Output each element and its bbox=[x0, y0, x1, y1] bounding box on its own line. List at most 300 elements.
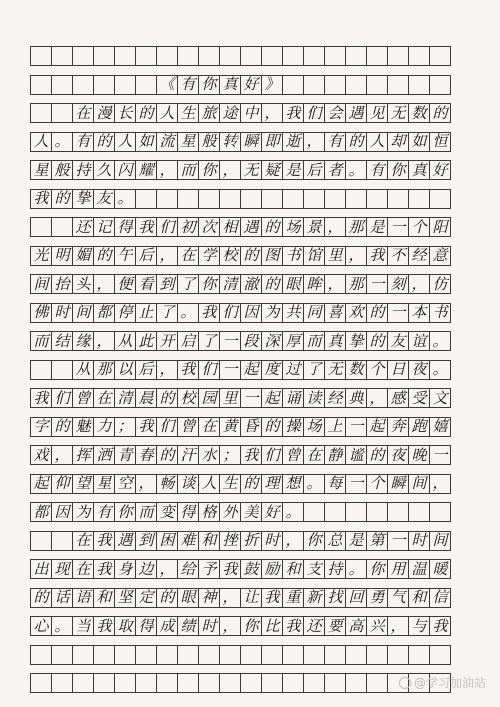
grid-cell: 的 bbox=[156, 388, 178, 408]
grid-cell: 因 bbox=[240, 303, 262, 323]
grid-cell bbox=[282, 46, 304, 66]
grid-row bbox=[30, 160, 470, 180]
grid-cell: 真 bbox=[408, 160, 430, 180]
grid-cell: 清 bbox=[219, 274, 241, 294]
grid-cell: 深 bbox=[261, 331, 283, 351]
grid-row bbox=[30, 103, 470, 123]
grid-cell bbox=[177, 189, 199, 209]
grid-cell: 遇 bbox=[345, 103, 367, 123]
grid-cell: 的 bbox=[366, 331, 388, 351]
grid-cell: 一 bbox=[219, 331, 241, 351]
grid-cell bbox=[135, 75, 157, 95]
grid-cell: 。 bbox=[429, 360, 451, 380]
grid-cell: 挚 bbox=[72, 189, 94, 209]
grid-cell: 比 bbox=[261, 616, 283, 636]
grid-cell: 戏 bbox=[30, 445, 52, 465]
grid-cell: 。 bbox=[114, 189, 136, 209]
grid-cell: 即 bbox=[261, 132, 283, 152]
grid-cell: 上 bbox=[324, 417, 346, 437]
grid-cell: 与 bbox=[408, 616, 430, 636]
grid-cell: 却 bbox=[387, 132, 409, 152]
grid-row bbox=[30, 474, 470, 494]
grid-cell: 刻 bbox=[387, 274, 409, 294]
grid-cell: 的 bbox=[51, 189, 73, 209]
grid-cell: 每 bbox=[324, 474, 346, 494]
grid-cell: 无 bbox=[387, 103, 409, 123]
grid-cell: 共 bbox=[282, 303, 304, 323]
grid-cell: 个 bbox=[366, 474, 388, 494]
grid-cell: 不 bbox=[387, 246, 409, 266]
grid-cell: 书 bbox=[282, 246, 304, 266]
grid-cell bbox=[324, 189, 346, 209]
grid-cell: 间 bbox=[72, 303, 94, 323]
grid-cell: 漫 bbox=[93, 103, 115, 123]
grid-cell: 我 bbox=[93, 531, 115, 551]
grid-cell: 一 bbox=[240, 388, 262, 408]
grid-cell: 次 bbox=[198, 217, 220, 237]
grid-cell: 眼 bbox=[282, 274, 304, 294]
grid-cell: ， bbox=[93, 331, 115, 351]
grid-cell: 里 bbox=[219, 388, 241, 408]
grid-cell: 受 bbox=[408, 388, 430, 408]
grid-cell bbox=[240, 46, 262, 66]
grid-cell: 澈 bbox=[240, 274, 262, 294]
grid-row bbox=[30, 588, 470, 608]
grid-cell: 挫 bbox=[219, 531, 241, 551]
grid-row bbox=[30, 189, 470, 209]
grid-cell: 以 bbox=[114, 360, 136, 380]
grid-cell bbox=[408, 502, 430, 522]
grid-cell: 和 bbox=[93, 588, 115, 608]
grid-cell bbox=[177, 673, 199, 693]
grid-cell bbox=[93, 673, 115, 693]
grid-cell: 有 bbox=[366, 160, 388, 180]
grid-cell: 绩 bbox=[177, 616, 199, 636]
grid-cell bbox=[429, 502, 451, 522]
grid-cell: 有 bbox=[177, 75, 199, 95]
grid-cell: 个 bbox=[366, 360, 388, 380]
grid-cell: 久 bbox=[93, 160, 115, 180]
grid-cell: 我 bbox=[135, 217, 157, 237]
grid-cell: ， bbox=[324, 274, 346, 294]
grid-cell: 还 bbox=[303, 616, 325, 636]
grid-cell: 结 bbox=[51, 331, 73, 351]
grid-cell bbox=[51, 360, 73, 380]
grid-cell: 我 bbox=[240, 445, 262, 465]
grid-row bbox=[30, 388, 470, 408]
grid-cell: 水 bbox=[198, 445, 220, 465]
grid-cell: 是 bbox=[282, 160, 304, 180]
grid-cell: 们 bbox=[219, 303, 241, 323]
grid-cell: 我 bbox=[93, 616, 115, 636]
grid-cell: 谊 bbox=[408, 331, 430, 351]
grid-cell: 的 bbox=[261, 417, 283, 437]
grid-cell: 校 bbox=[177, 388, 199, 408]
grid-cell: ， bbox=[135, 474, 157, 494]
grid-cell: 生 bbox=[177, 103, 199, 123]
grid-cell: 间 bbox=[30, 274, 52, 294]
grid-cell: 跑 bbox=[408, 417, 430, 437]
grid-cell: ， bbox=[156, 246, 178, 266]
grid-cell: 汗 bbox=[177, 445, 199, 465]
grid-cell: 诵 bbox=[282, 388, 304, 408]
grid-cell: 有 bbox=[93, 502, 115, 522]
grid-cell bbox=[324, 645, 346, 665]
grid-cell: 无 bbox=[240, 160, 262, 180]
grid-cell bbox=[282, 189, 304, 209]
grid-cell bbox=[345, 502, 367, 522]
grid-cell: 从 bbox=[114, 331, 136, 351]
grid-cell: 畅 bbox=[156, 474, 178, 494]
grid-cell: 学 bbox=[198, 246, 220, 266]
grid-cell: 心 bbox=[30, 616, 52, 636]
grid-cell: 个 bbox=[408, 217, 430, 237]
grid-cell bbox=[324, 673, 346, 693]
grid-cell: 景 bbox=[303, 217, 325, 237]
grid-cell: 佛 bbox=[30, 303, 52, 323]
grid-cell: 的 bbox=[366, 445, 388, 465]
grid-cell: 耀 bbox=[135, 160, 157, 180]
grid-cell: 闪 bbox=[114, 160, 136, 180]
grid-cell: 而 bbox=[177, 160, 199, 180]
grid-cell: 起 bbox=[30, 474, 52, 494]
grid-cell: 鼓 bbox=[240, 559, 262, 579]
grid-cell: 你 bbox=[240, 616, 262, 636]
grid-cell bbox=[30, 75, 52, 95]
grid-cell bbox=[135, 673, 157, 693]
grid-cell: 的 bbox=[240, 246, 262, 266]
grid-cell: 青 bbox=[114, 445, 136, 465]
grid-cell: 静 bbox=[324, 445, 346, 465]
grid-cell bbox=[303, 673, 325, 693]
grid-cell bbox=[72, 673, 94, 693]
grid-cell bbox=[156, 673, 178, 693]
grid-row bbox=[30, 645, 470, 665]
grid-cell: 的 bbox=[429, 103, 451, 123]
grid-cell: 在 bbox=[93, 388, 115, 408]
grid-cell: 途 bbox=[219, 103, 241, 123]
grid-cell bbox=[324, 46, 346, 66]
grid-cell: 此 bbox=[135, 331, 157, 351]
grid-cell: 停 bbox=[114, 303, 136, 323]
grid-row bbox=[30, 417, 470, 437]
grid-cell: 挥 bbox=[72, 445, 94, 465]
grid-cell: 同 bbox=[303, 303, 325, 323]
grid-cell: 。 bbox=[177, 303, 199, 323]
grid-cell bbox=[366, 502, 388, 522]
grid-cell: 眼 bbox=[177, 588, 199, 608]
grid-cell bbox=[366, 189, 388, 209]
grid-cell: 在 bbox=[72, 531, 94, 551]
grid-cell: ， bbox=[366, 388, 388, 408]
grid-cell: 曾 bbox=[72, 388, 94, 408]
grid-cell: 我 bbox=[93, 559, 115, 579]
grid-cell bbox=[72, 46, 94, 66]
grid-cell: 转 bbox=[219, 132, 241, 152]
grid-cell: 想 bbox=[282, 474, 304, 494]
grid-cell: 头 bbox=[72, 274, 94, 294]
grid-cell: 找 bbox=[324, 588, 346, 608]
grid-cell: 。 bbox=[345, 160, 367, 180]
grid-cell: 我 bbox=[282, 103, 304, 123]
grid-cell bbox=[261, 645, 283, 665]
grid-cell bbox=[219, 645, 241, 665]
grid-cell bbox=[30, 645, 52, 665]
grid-cell bbox=[240, 645, 262, 665]
grid-cell bbox=[72, 645, 94, 665]
grid-cell: 暖 bbox=[429, 559, 451, 579]
grid-cell: ， bbox=[219, 588, 241, 608]
grid-cell: 在 bbox=[177, 246, 199, 266]
grid-cell: 励 bbox=[261, 559, 283, 579]
grid-cell: 勇 bbox=[366, 588, 388, 608]
grid-row bbox=[30, 303, 470, 323]
grid-cell bbox=[51, 217, 73, 237]
grid-cell: 旅 bbox=[198, 103, 220, 123]
grid-cell: 遇 bbox=[114, 531, 136, 551]
grid-row bbox=[30, 531, 470, 551]
grid-cell: 者 bbox=[324, 160, 346, 180]
grid-cell: 们 bbox=[156, 217, 178, 237]
grid-cell: 起 bbox=[240, 360, 262, 380]
grid-cell: 数 bbox=[345, 360, 367, 380]
grid-cell: 读 bbox=[303, 388, 325, 408]
grid-cell: ， bbox=[51, 445, 73, 465]
grid-cell bbox=[303, 75, 325, 95]
grid-cell bbox=[408, 189, 430, 209]
grid-cell: 得 bbox=[177, 502, 199, 522]
grid-cell: 都 bbox=[30, 502, 52, 522]
grid-cell bbox=[282, 645, 304, 665]
grid-row bbox=[30, 502, 470, 522]
grid-cell: 。 bbox=[345, 559, 367, 579]
grid-cell bbox=[387, 46, 409, 66]
grid-cell bbox=[198, 46, 220, 66]
grid-cell: 文 bbox=[429, 388, 451, 408]
grid-cell: 春 bbox=[135, 445, 157, 465]
grid-cell: 逝 bbox=[282, 132, 304, 152]
grid-cell: 和 bbox=[408, 588, 430, 608]
grid-cell: 得 bbox=[135, 616, 157, 636]
grid-cell: 第 bbox=[366, 531, 388, 551]
grid-cell: 黄 bbox=[219, 417, 241, 437]
grid-cell: 的 bbox=[93, 246, 115, 266]
grid-cell: 在 bbox=[303, 445, 325, 465]
grid-cell: 人 bbox=[156, 103, 178, 123]
grid-cell: 奔 bbox=[387, 417, 409, 437]
grid-cell: 般 bbox=[51, 160, 73, 180]
grid-cell: 人 bbox=[366, 132, 388, 152]
grid-cell: 话 bbox=[51, 588, 73, 608]
grid-cell: 我 bbox=[177, 360, 199, 380]
grid-cell: 总 bbox=[324, 531, 346, 551]
grid-cell: 夜 bbox=[408, 360, 430, 380]
grid-cell: 而 bbox=[303, 331, 325, 351]
grid-cell: 中 bbox=[240, 103, 262, 123]
grid-cell bbox=[324, 502, 346, 522]
grid-cell bbox=[303, 189, 325, 209]
grid-cell: 一 bbox=[387, 217, 409, 237]
grid-cell: 人 bbox=[114, 132, 136, 152]
grid-cell: 阳 bbox=[429, 217, 451, 237]
grid-cell: ， bbox=[408, 274, 430, 294]
grid-cell bbox=[408, 645, 430, 665]
grid-cell: 友 bbox=[93, 189, 115, 209]
grid-cell: 有 bbox=[72, 132, 94, 152]
grid-cell: 了 bbox=[198, 331, 220, 351]
grid-cell bbox=[366, 75, 388, 95]
grid-row bbox=[30, 217, 470, 237]
grid-cell: 字 bbox=[30, 417, 52, 437]
grid-cell: ， bbox=[93, 274, 115, 294]
grid-cell: 人 bbox=[30, 132, 52, 152]
grid-cell bbox=[261, 46, 283, 66]
grid-cell: 为 bbox=[72, 502, 94, 522]
grid-cell bbox=[114, 75, 136, 95]
grid-cell: 予 bbox=[198, 559, 220, 579]
grid-cell bbox=[429, 75, 451, 95]
grid-cell: 力 bbox=[93, 417, 115, 437]
grid-cell: 新 bbox=[303, 588, 325, 608]
grid-cell: 神 bbox=[198, 588, 220, 608]
grid-cell bbox=[345, 673, 367, 693]
grid-cell bbox=[345, 75, 367, 95]
grid-cell: 兴 bbox=[366, 616, 388, 636]
grid-cell: 和 bbox=[198, 531, 220, 551]
grid-cell bbox=[114, 46, 136, 66]
grid-cell bbox=[408, 46, 430, 66]
grid-row bbox=[30, 360, 470, 380]
grid-cell: 用 bbox=[387, 559, 409, 579]
grid-cell: 曾 bbox=[177, 417, 199, 437]
grid-cell: 校 bbox=[219, 246, 241, 266]
grid-cell: 了 bbox=[156, 303, 178, 323]
grid-cell bbox=[51, 103, 73, 123]
grid-cell bbox=[303, 502, 325, 522]
grid-cell: 在 bbox=[198, 417, 220, 437]
grid-cell: 有 bbox=[324, 132, 346, 152]
grid-cell: 们 bbox=[51, 388, 73, 408]
grid-cell: 一 bbox=[219, 360, 241, 380]
grid-cell: 意 bbox=[429, 246, 451, 266]
grid-cell: 间 bbox=[429, 531, 451, 551]
grid-cell: 》 bbox=[261, 75, 283, 95]
grid-cell: 我 bbox=[366, 246, 388, 266]
grid-cell: 要 bbox=[324, 616, 346, 636]
grid-cell bbox=[366, 673, 388, 693]
grid-cell: 书 bbox=[429, 303, 451, 323]
grid-cell: ； bbox=[114, 417, 136, 437]
grid-cell: 的 bbox=[156, 588, 178, 608]
grid-cell: 恒 bbox=[429, 132, 451, 152]
grid-cell: 难 bbox=[177, 531, 199, 551]
grid-cell: 本 bbox=[408, 303, 430, 323]
grid-cell bbox=[135, 189, 157, 209]
grid-cell: 都 bbox=[93, 303, 115, 323]
grid-cell: 星 bbox=[93, 474, 115, 494]
grid-cell: 的 bbox=[93, 132, 115, 152]
grid-cell: 过 bbox=[282, 360, 304, 380]
grid-cell: 图 bbox=[261, 246, 283, 266]
grid-cell: 支 bbox=[303, 559, 325, 579]
grid-cell: 困 bbox=[156, 531, 178, 551]
grid-cell: ， bbox=[261, 103, 283, 123]
grid-cell: 感 bbox=[387, 388, 409, 408]
grid-cell: 初 bbox=[177, 217, 199, 237]
grid-cell: 馆 bbox=[303, 246, 325, 266]
grid-cell: 典 bbox=[345, 388, 367, 408]
grid-cell: 如 bbox=[408, 132, 430, 152]
grid-cell bbox=[93, 46, 115, 66]
grid-cell: 见 bbox=[366, 103, 388, 123]
grid-cell: 在 bbox=[72, 559, 94, 579]
grid-cell: 的 bbox=[366, 303, 388, 323]
grid-cell: 时 bbox=[51, 303, 73, 323]
grid-cell: 气 bbox=[387, 588, 409, 608]
grid-cell bbox=[93, 75, 115, 95]
grid-cell: 一 bbox=[345, 474, 367, 494]
grid-cell: 便 bbox=[114, 274, 136, 294]
grid-cell: 仰 bbox=[51, 474, 73, 494]
grid-cell: 时 bbox=[198, 616, 220, 636]
grid-cell bbox=[345, 645, 367, 665]
grid-cell: 我 bbox=[30, 189, 52, 209]
grid-cell: 好 bbox=[240, 75, 262, 95]
grid-cell: 《 bbox=[156, 75, 178, 95]
grid-cell bbox=[219, 673, 241, 693]
grid-cell: 让 bbox=[240, 588, 262, 608]
grid-cell bbox=[408, 75, 430, 95]
grid-cell: 的 bbox=[261, 217, 283, 237]
grid-row bbox=[30, 445, 470, 465]
grid-cell: 厚 bbox=[282, 331, 304, 351]
grid-cell: 度 bbox=[261, 360, 283, 380]
grid-cell bbox=[429, 189, 451, 209]
grid-cell bbox=[219, 46, 241, 66]
grid-cell: 了 bbox=[177, 274, 199, 294]
grid-cell bbox=[156, 645, 178, 665]
grid-cell: 光 bbox=[30, 246, 52, 266]
grid-cell: ， bbox=[156, 559, 178, 579]
grid-cell: 外 bbox=[219, 502, 241, 522]
grid-cell: 喜 bbox=[324, 303, 346, 323]
grid-cell: ， bbox=[324, 217, 346, 237]
grid-cell bbox=[198, 189, 220, 209]
grid-cell: 的 bbox=[51, 417, 73, 437]
grid-cell bbox=[114, 673, 136, 693]
grid-cell: 后 bbox=[135, 360, 157, 380]
grid-cell: ， bbox=[156, 360, 178, 380]
grid-cell: 生 bbox=[219, 474, 241, 494]
grid-row bbox=[30, 75, 470, 95]
grid-cell: 。 bbox=[51, 132, 73, 152]
grid-cell: 到 bbox=[135, 531, 157, 551]
grid-cell: 得 bbox=[114, 217, 136, 237]
grid-cell: 长 bbox=[114, 103, 136, 123]
grid-cell: 时 bbox=[261, 531, 283, 551]
grid-cell: 我 bbox=[261, 588, 283, 608]
grid-cell: 疑 bbox=[261, 160, 283, 180]
grid-cell: 重 bbox=[282, 588, 304, 608]
grid-cell: 真 bbox=[324, 331, 346, 351]
grid-cell: 是 bbox=[345, 531, 367, 551]
grid-cell: 们 bbox=[156, 417, 178, 437]
grid-cell: 还 bbox=[72, 217, 94, 237]
grid-cell: 开 bbox=[156, 331, 178, 351]
grid-cell: ， bbox=[156, 160, 178, 180]
grid-cell bbox=[156, 189, 178, 209]
grid-cell bbox=[93, 645, 115, 665]
